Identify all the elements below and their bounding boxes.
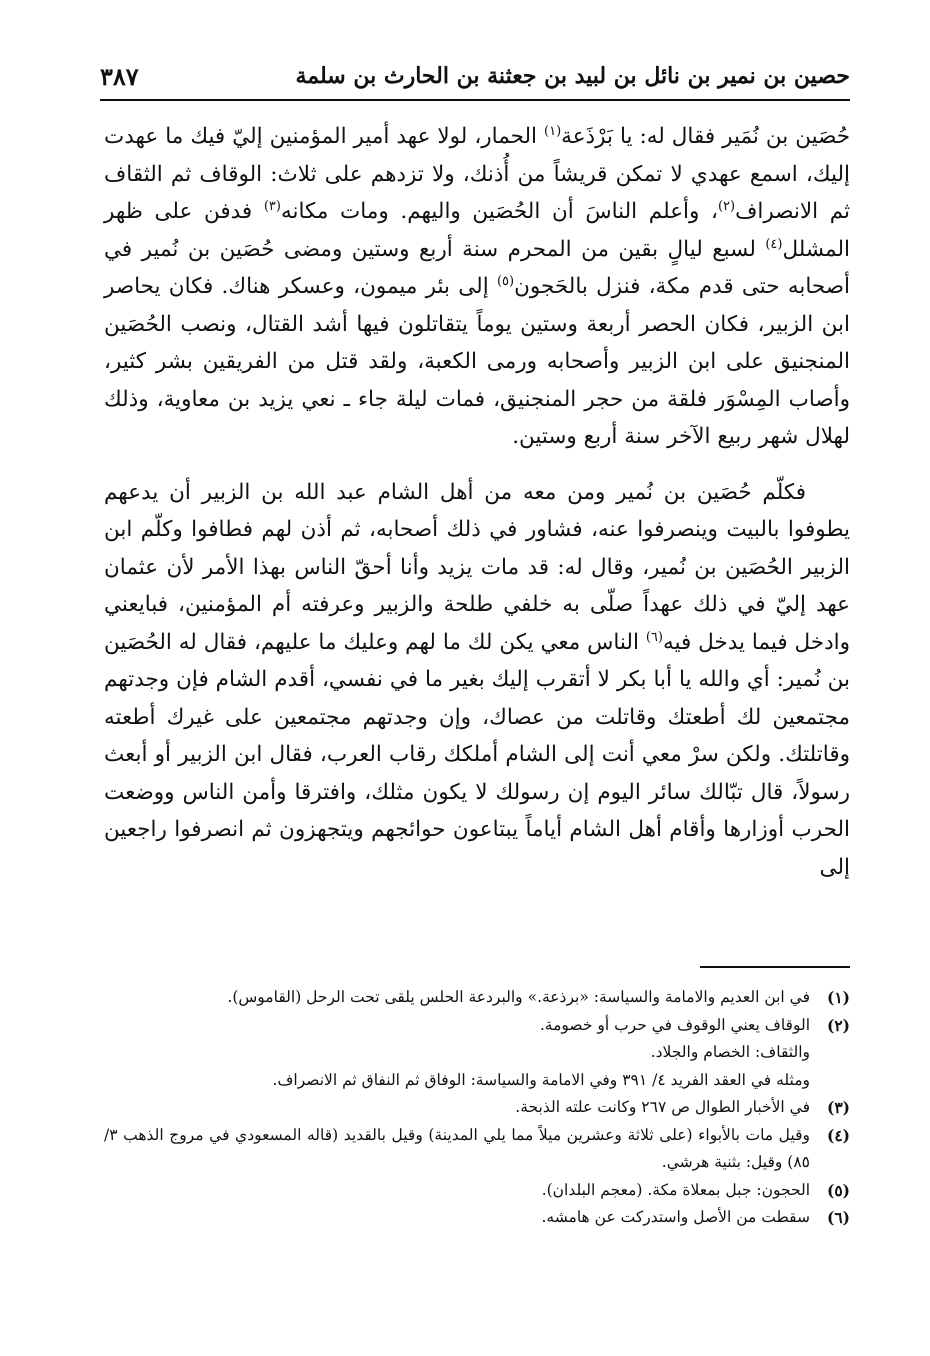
footnote-5 (104, 1177, 850, 1205)
header-rule (100, 99, 850, 101)
footnote-line: الحجون: جبل بمعلاة مكة. (معجم البلدان). (541, 1180, 810, 1199)
footnote-ref-4: (٤) (765, 236, 783, 252)
paragraph-2 (104, 474, 850, 887)
footnote-line: في الأخبار الطوال ص ٢٦٧ وكانت علته الذبحة. (515, 1098, 810, 1116)
text-run: لسبع ليالٍ بقين من المحرم سنة أربع وستين ومضى حُصَين بن نُمير في أصحابه حتى قدم مكة، فنزل بالحَجون (104, 236, 851, 299)
footnote-number: (٢) (826, 1015, 850, 1035)
footnote-line: والثقاف: الخصام والجلاد. (650, 1043, 810, 1061)
footnote-ref-3: (٣) (263, 198, 281, 214)
footnote-ref-1: (١) (544, 123, 562, 139)
text-run: فكلّم حُصَين بن نُمير ومن معه من أهل الشام عبد الله بن الزبير أن يدعهم يطوفوا بالبيت وينصرفوا عنه، فشاور في ذلك أصحابه، ثم أذن لهم فطافوا وكلّم ابن الزبير الحُصَين بن نُمير، وقال له: قد مات يزيد وأنا أحقّ الناس بهذا الأمر لأن عثمان عهد إليّ في ذلك عهداً صلّى به خلفي طلحة والزبير وعرفته أم المؤمنين، فبايعني وادخل فيما يدخل فيه (104, 479, 850, 655)
footnote-6 (104, 1204, 850, 1232)
text-run: ، وأعلم الناسَ أن الحُصَين واليهم. ومات مكانه (280, 199, 718, 224)
footnote-number: (٤) (826, 1125, 850, 1145)
footnote-ref-5: (٥) (496, 273, 515, 289)
main-text (104, 118, 850, 886)
footnote-1 (104, 984, 850, 1012)
footnote-ref-2: (٢) (717, 198, 736, 214)
footnote-4 (104, 1122, 850, 1177)
text-run: إلى بئر ميمون، وعسكر هناك. فكان يحاصر ابن الزبير، فكان الحصر أربعة وستين يوماً يتقاتلون فيها أشد القتال، ونصب الحُصَين المنجنيق على ابن الزبير وأصحابه ورمى الكعبة، ولقد قتل من الفريقين بشر كثير، وأصاب المِسْوَر فلقة من حجر المنجنيق، فمات ليلة جاء ـ نعي يزيد بن معاوية، وذلك لهلال شهر ربيع الآخر سنة أربع وستين. (104, 274, 851, 449)
page-number: ٣٨٧ (100, 61, 139, 91)
paragraph-1 (104, 118, 850, 456)
footnote-number: (١) (826, 988, 850, 1007)
text-run: الناس معي يكن لك ما لهم وعليك ما عليهم، فقال له الحُصَين بن نُمير: أي والله يا أبا بكر لا أتقرب إليك بغير ما في نفسي، أقدم الشام فإن وجدتهم مجتمعين لك أطعتك وقاتلت من عصاك، وإن وجدتهم مجتمعين على غيرك أطعته وقاتلتك. ولكن سرْ معي أنت إلى الشام أملكك رقاب العرب، فقال ابن الزبير أو أبعث رسولاً، قال تبّالك سائر اليوم إن رسولك لا يكون مثلك، وافترقا وأمن الناس ووضعت الحرب أوزارها وأقام أهل الشام أياماً يبتاعون حوائجهم ويتجهزون ثم انصرفوا راجعين إلى (104, 629, 850, 880)
text-run: حُصَين بن نُمَير فقال له: يا بَرْذَعة (561, 124, 851, 149)
footnote-ref-6: (٦) (645, 629, 663, 645)
footnote-line: ومثله في العقد الفريد ٤/ ٣٩١ وفي الامامة والسياسة: الوفاق ثم النفاق ثم الانصراف. (272, 1070, 810, 1089)
footnote-3 (104, 1094, 850, 1122)
footnote-number: (٥) (826, 1180, 850, 1200)
footnote-line: الوقاف يعني الوقوف في حرب أو خصومة. (539, 1015, 810, 1034)
footnote-line: سقطت من الأصل واستدركت عن هامشه. (541, 1208, 810, 1226)
footnote-line: في ابن العديم والامامة والسياسة: «برذعة.» والبردعة الحلس يلقى تحت الرحل (القاموس). (227, 988, 810, 1006)
text-run: فدفن على ظهر المشلل (104, 199, 850, 262)
page-header (100, 56, 850, 96)
running-head: حصين بن نمير بن نائل بن لبيد بن جعثنة بن الحارث بن سلمة (295, 63, 850, 89)
footnote-rule (700, 966, 850, 968)
text-run: الحمار، لولا عهد أمير المؤمنين إليّ فيك ما عهدت إليك، اسمع عهدي لا تمكن قريشاً من أُذنك، ولا تزدهم على ثلاث: الوقاف ثم الثقاف ثم الانصراف (104, 124, 850, 224)
footnote-line: وقيل مات بالأبواء (على ثلاثة وعشرين ميلاً مما يلي المدينة) وقيل بالقديد (قاله المسعودي في مروج الذهب ٣/ ٨٥) وقيل: بثنية هرشي. (104, 1125, 810, 1171)
footnote-number: (٣) (826, 1098, 850, 1117)
footnote-number: (٦) (826, 1208, 850, 1227)
footnote-2 (104, 1012, 850, 1095)
footnotes (104, 984, 850, 1232)
